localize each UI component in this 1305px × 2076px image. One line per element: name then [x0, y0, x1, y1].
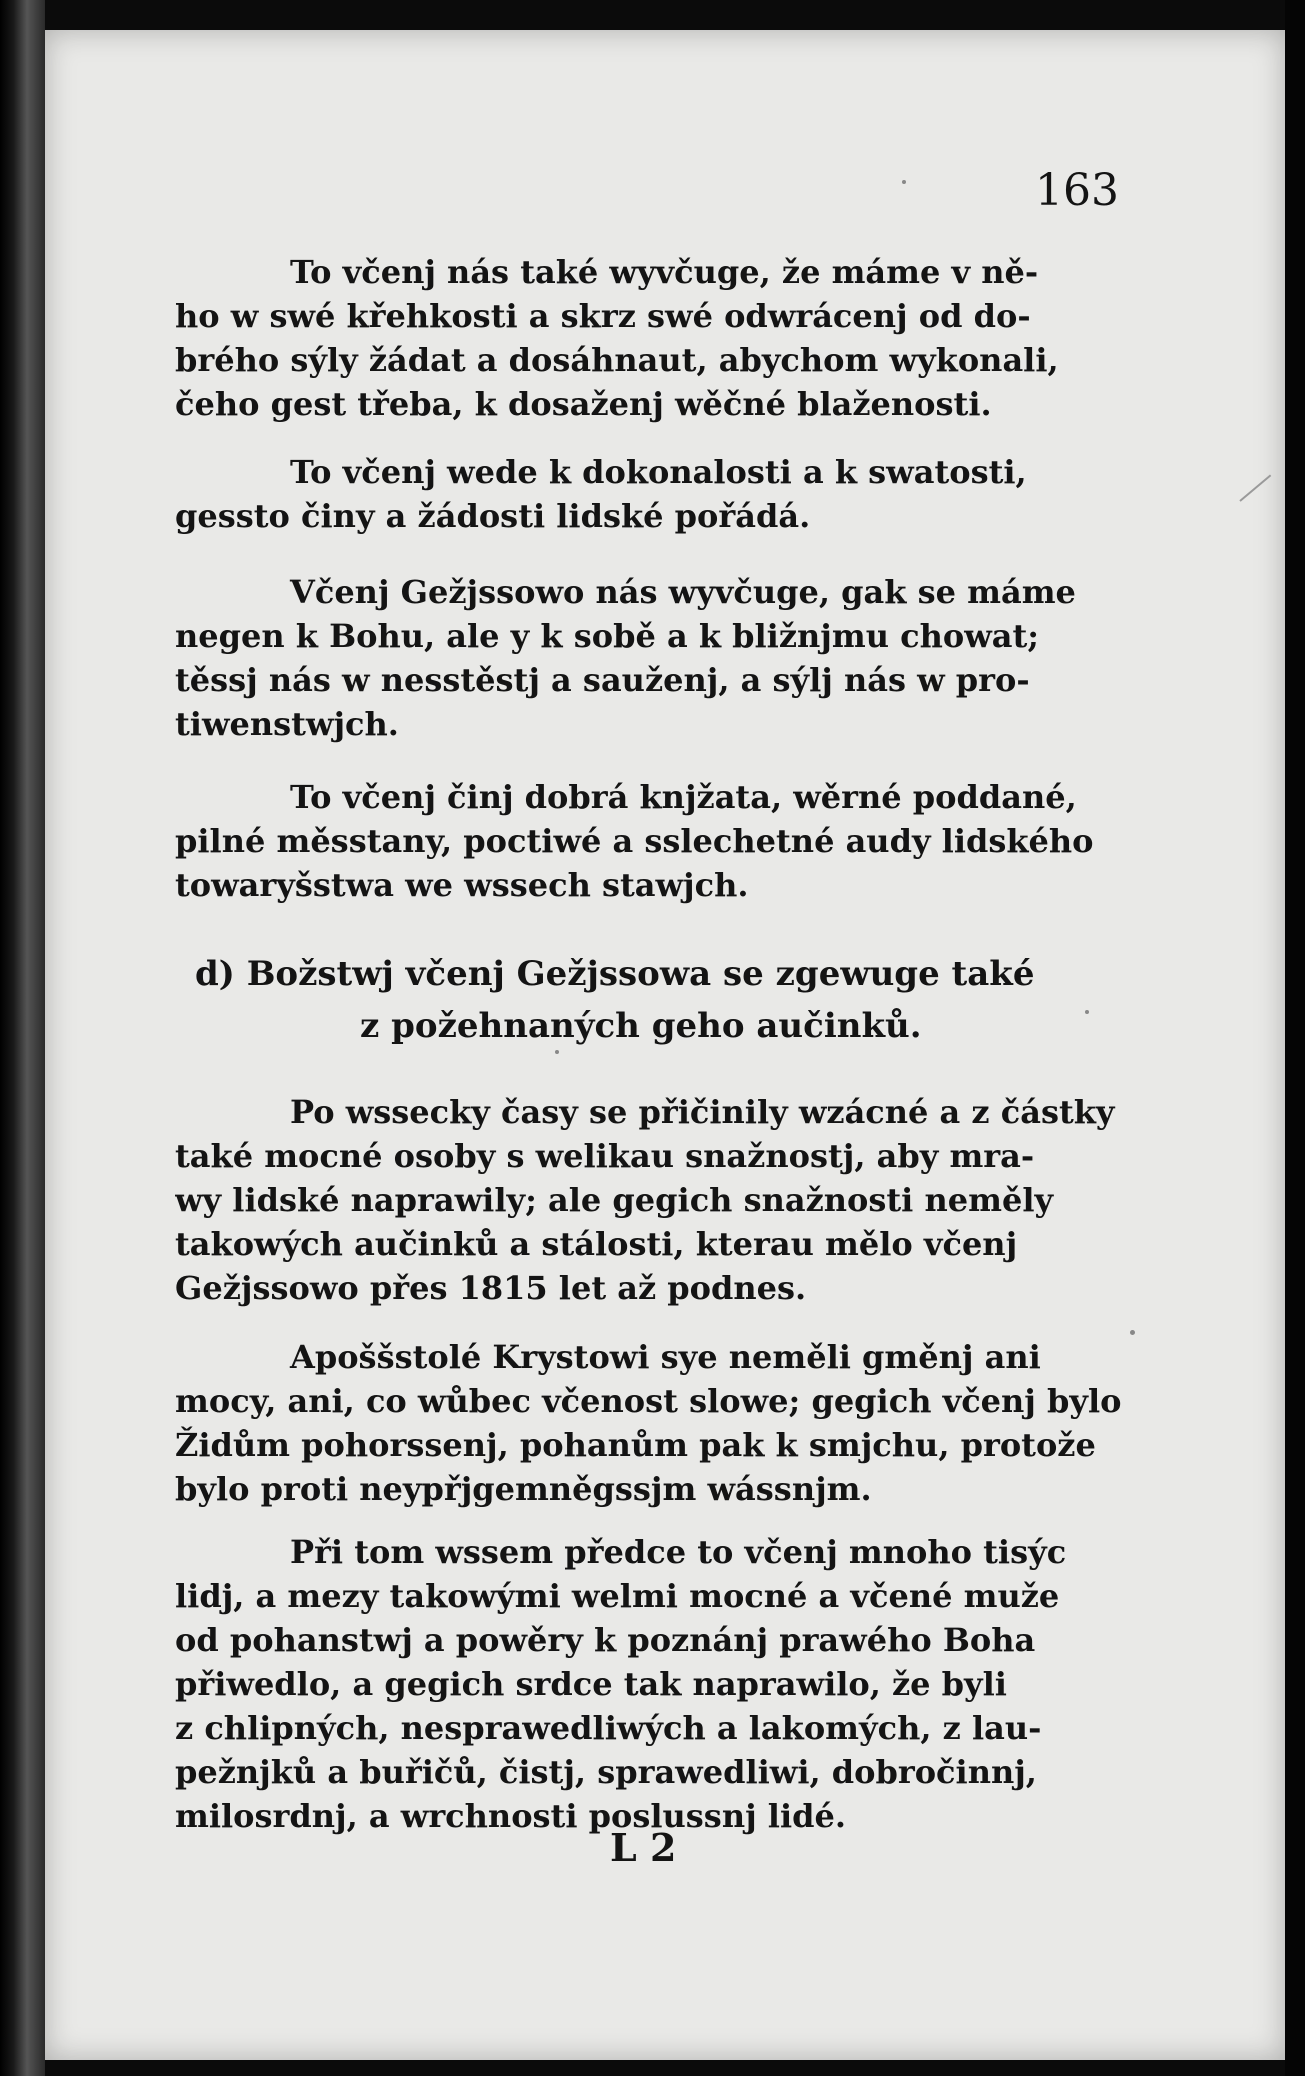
paragraph-line: pilné měsstany, poctiwé a sslechetné audy lidského [175, 822, 1094, 860]
paragraph-line: To včenj činj dobrá knjžata, wěrné poddané, [290, 778, 1077, 816]
paragraph-line: negen k Bohu, ale y k sobě a k bližnjmu chowat; [175, 617, 1040, 655]
section-heading [195, 948, 1125, 1052]
paragraph-line: čeho gest třeba, k dosaženj wěčné blaženosti. [175, 385, 992, 423]
scan-speck [1085, 1010, 1089, 1014]
paragraph-3 [175, 570, 1135, 746]
paragraph-line: brého sýly žádat a dosáhnaut, abychom wykonali, [175, 341, 1059, 379]
paragraph-line: Po wssecky časy se přičinily wzácné a z částky [290, 1093, 1115, 1131]
paragraph-line: wy lidské naprawily; ale gegich snažnosti neměly [175, 1181, 1054, 1219]
paragraph-line: tiwenstwjch. [175, 705, 399, 743]
scan-speck [555, 1050, 559, 1054]
paragraph-line: Apoššstolé Krystowi sye neměli gměnj ani [290, 1338, 1041, 1376]
paragraph-line: z chlipných, nesprawedliwých a lakomých, z lau- [175, 1709, 1042, 1747]
paragraph-line: bylo proti neypřjgemněgssjm wássnjm. [175, 1470, 872, 1508]
paragraph-line: ho w swé křehkosti a skrz swé odwrácenj od do- [175, 297, 1031, 335]
paragraph-line: těssj nás w nesstěstj a sauženj, a sýlj nás w pro- [175, 661, 1030, 699]
paragraph-line: Gežjssowo přes 1815 let až podnes. [175, 1269, 807, 1307]
paragraph-line: Při tom wssem předce to včenj mnoho tisýc [290, 1533, 1067, 1571]
paragraph-line: přiwedlo, a gegich srdce tak naprawilo, že byli [175, 1665, 1007, 1703]
paragraph-5 [175, 1090, 1135, 1310]
paragraph-line: To včenj nás také wyvčuge, že máme v ně- [290, 253, 1039, 291]
scan-left-edge [0, 0, 45, 2076]
paragraph-line: milosrdnj, a wrchnosti poslussnj lidé. [175, 1797, 846, 1835]
paragraph-line: takowých aučinků a stálosti, kterau mělo včenj [175, 1225, 1018, 1263]
scan-right-edge [1285, 0, 1305, 2076]
heading-line: z požehnaných geho aučinků. [360, 1006, 922, 1046]
scan-speck [1130, 1330, 1135, 1335]
paragraph-line: pežnjků a buřičů, čistj, sprawedliwi, dobročinnj, [175, 1753, 1037, 1791]
paragraph-6 [175, 1335, 1135, 1511]
paragraph-line: Židům pohorssenj, pohanům pak k smjchu, protože [175, 1426, 1096, 1464]
paragraph-line: mocy, ani, co wůbec včenost slowe; gegich včenj bylo [175, 1382, 1122, 1420]
paragraph-7 [175, 1530, 1135, 1838]
page-number: 163 [1035, 165, 1119, 216]
scan-speck [902, 180, 906, 184]
paragraph-line: Včenj Gežjssowo nás wyvčuge, gak se máme [290, 573, 1076, 611]
paragraph-line: lidj, a mezy takowými welmi mocné a včené muže [175, 1577, 1060, 1615]
heading-line: d) Božstwj včenj Gežjssowa se zgewuge také [195, 954, 1035, 994]
paragraph-line: towaryšstwa we wssech stawjch. [175, 866, 749, 904]
signature-mark: L 2 [610, 1825, 677, 1870]
paragraph-4 [175, 775, 1135, 907]
paragraph-line: také mocné osoby s welikau snažnostj, aby mra- [175, 1137, 1035, 1175]
paragraph-line: To včenj wede k dokonalosti a k swatosti, [290, 453, 1027, 491]
paragraph-line: gessto činy a žádosti lidské pořádá. [175, 497, 811, 535]
paragraph-line: od pohanstwj a powěry k poznánj prawého Boha [175, 1621, 1036, 1659]
paragraph-1 [175, 250, 1135, 426]
paragraph-2 [175, 450, 1135, 538]
